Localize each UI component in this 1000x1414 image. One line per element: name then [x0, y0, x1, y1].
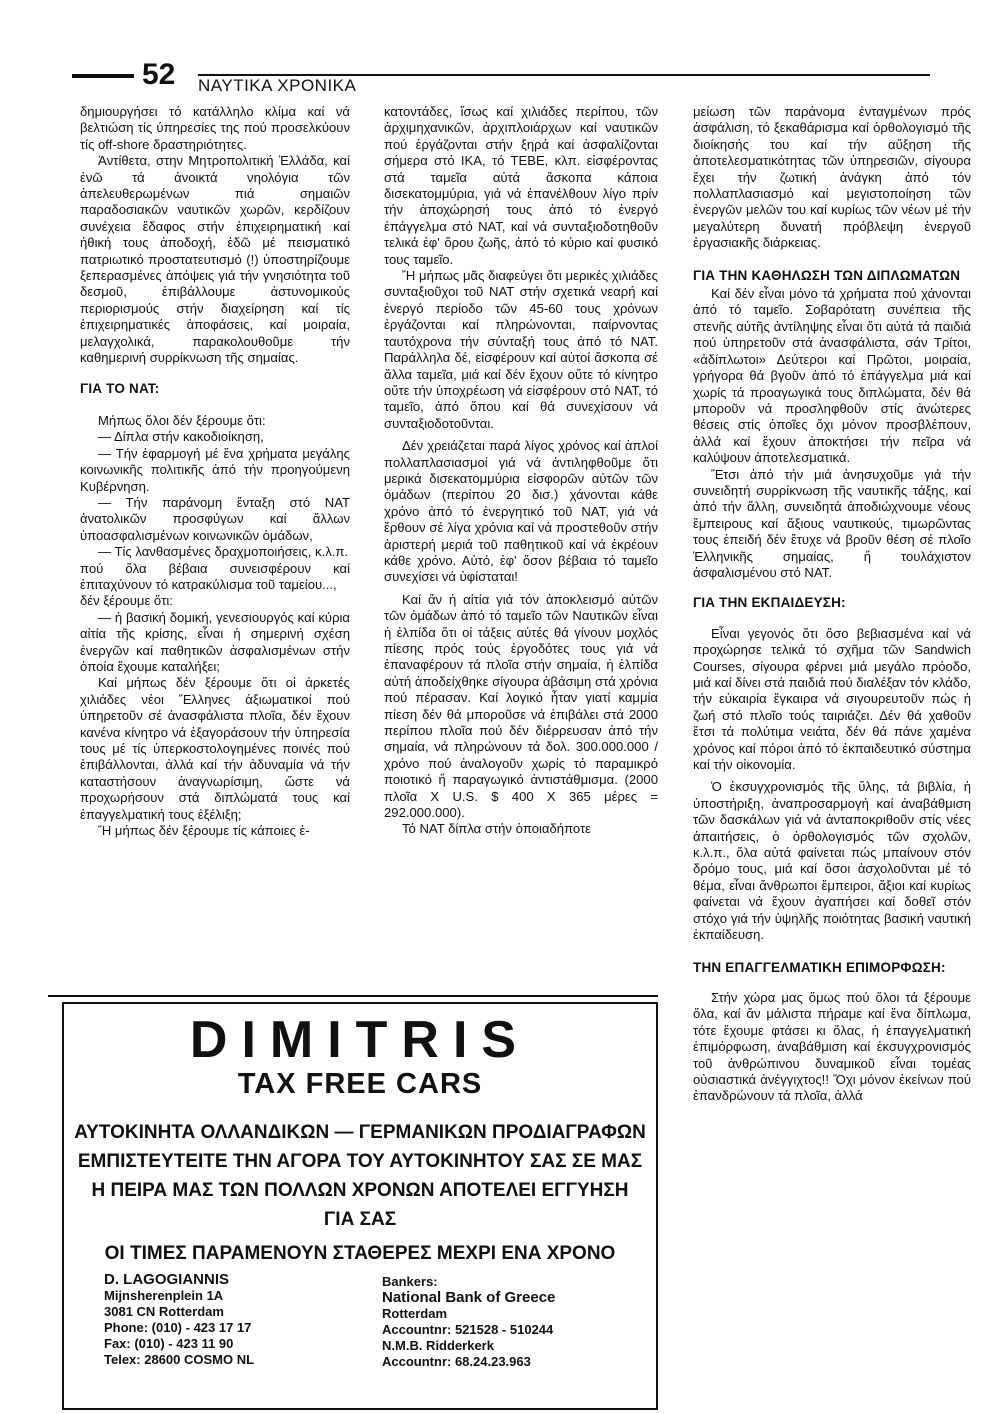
article-column-1 — [80, 104, 350, 839]
paragraph: δημιουργήσει τό κατάλληλο κλίμα καί νά βελτιώση τίς ύπηρεσίες της πού προσελκύουν τίς off-shore δραστηριότητες. — [80, 104, 350, 152]
section-heading-education: ΓΙΑ ΤΗΝ ΕΚΠΑΙΔΕΥΣΗ: — [693, 595, 846, 611]
paragraph: δέν ξέρουμε ὅτι: — [80, 593, 173, 609]
bank-name: National Bank of Greece — [382, 1289, 556, 1306]
paragraph: Ἀντίθετα, στην Μητροπολιτική Ἑλλάδα, καί ἐνῶ τά ἀνοικτά νηολόγια τῶν ἀπελευθερωμένων πιά σημαιῶν παραδοσιακῶν ναυτικῶν χωρῶν, κερδίζουν συνέχεια ἔδαφος στήν ἐπιχειρηματική καί ἠθική τους ἀποδοχή, ἐδῶ μέ πεισματικό πατριωτικό προστατευτισμό (!) ὑποστηρίζουμε ξεπερασμένες ἀπόψεις γιά τήν γνησιότητα τοῦ δεσμοῦ, ἐπιβάλλουμε ἀστυνομικούς περιορισμούς στήν διαχείρηση καί τίς ἐπιχειρηματικές ἀποφάσεις, καί μοιραία, μελαγχολικά, παρακολουθοῦμε τήν καθημερινή συρρίκνωση τῆς σημαίας. — [80, 153, 350, 366]
article-column-2 — [384, 104, 658, 838]
ad-line: ΑΥΤΟΚΙΝΗΤΑ ΟΛΛΑΝΔΙΚΩΝ — ΓΕΡΜΑΝΙΚΩΝ ΠΡΟΔΙΑΓΡΑΦΩΝ — [74, 1122, 646, 1143]
advertisement-box — [62, 1002, 658, 1410]
bank-account: Accountnr: 68.24.23.963 — [382, 1354, 531, 1369]
list-item: — Τήν παράνομη ἔνταξη στό ΝΑΤ ἀνατολικῶν προσφύγων καί ἄλλων ὑποασφαλισμένων κοινωνικῶν ὁμάδων, — [80, 494, 350, 543]
paragraph: Ἤ μήπως μᾶς διαφεύγει ὅτι μερικές χιλιάδες συνταξιοῦχοι τοῦ ΝΑΤ στήν σχετικά νεαρή καί ἐνεργό περίοδο τῶν 45-60 τους χρόνων ἐργάζονται καί πληρώνονται, παίρνοντας ταυτόχρονα τήν σύνταξή τους ἀπό τό ΝΑΤ. Παράλληλα δέ, εἰσφέρουν καί αὐτοί ἄσκοπα σέ ἄλλα ταμεῖα, μιά καί δέν ἔχουν οὔτε τό κίνητρο οὔτε τήν ὑποχρέωση νά εἰσφέρουν στό ΝΑΤ, τό ταμεῖο, ἀπό ὅπου καί θά συνεχίσουν νά συνταξιοδοτοῦνται. — [384, 268, 658, 431]
ad-subtitle: TAX FREE CARS — [237, 1068, 483, 1100]
paragraph: Καί ἄν ἡ αἰτία γιά τόν ἀποκλεισμό αὐτῶν τῶν ὁμάδων ἀπό τό ταμεῖο τῶν Ναυτικῶν εἶναι ἡ ἐλπίδα ὅτι οἱ τάξεις αὐτές θά γίνουν μοχλός πίεσης πρός τούς ἐργοδότες τους γιά νά ἐπαναφέρουν τά πλοῖα στήν σημαία, ἡ ἐλπίδα αὐτή ἀποδείχθηκε σίγουρα ἀβάσιμη στά χρόνια πού πέρασαν. Καί λογικό ἦταν γιατί καμμία πίεση δέν θά μποροῦσε νά ἐπιβάλει στά 2000 περίπου πλοῖα πού δέν διέρρευσαν ἀπό τήν σημαία, νά πληρώνουν τά δολ. 300.000.000 /χρόνο πού ἀναλογοῦν χωρίς τό παραμικρό ποιοτικό ἤ παραγωγικό ἀντιστάθμισμα. (2000 πλοῖα X U.S. $ 400 X 365 μέρες = 292.000.000). — [384, 591, 658, 821]
article-column-3 — [693, 104, 971, 1105]
ad-line: ΓΙΑ ΣΑΣ — [323, 1209, 397, 1230]
paragraph: Καί μήπως δέν ξέρουμε ὅτι οἱ ἀρκετές χιλιάδες νέοι Ἕλληνες ἀξιωματικοί πού ὑπηρετοῦν σέ ἀνασφάλιστα πλοῖα, δέν ἔχουν κανένα κίνητρο νά ἐξαγοράσουν τήν ὑπηρεσία τους μέ τίς ὑπερκοστολογημένες ποινές πού ἐπιβάλλονται, ἀλλά καί τήν ἀδυναμία νά τήν καταστήσουν ἀναγνωρίσιμη, ὥστε νά προχωρήσουν στά διπλώματά τους καί ἐπαγγελματική τους ἐξέλιξη; — [80, 675, 350, 822]
paragraph: κατοντάδες, ἴσως καί χιλιάδες περίπου, τῶν ἀρχιμηχανικῶν, ἀρχιπλοιάρχων καί ναυτικῶν πού ἐργάζονται στήν ξηρά καί ἀσφαλίζονται σήμερα στό ΙΚΑ, τό ΤΕΒΕ, κλπ. εἰσφέροντας στά ταμεῖα αὐτά ἄσκοπα κάποια δισεκατομμύρια, γιά νά ἐπανέλθουν λίγο πρίν τήν ἀποχώρησή τους ἀπό τό ἐνεργό ἐπάγγελμα στό ΝΑΤ, καί νά συνταξιοδοτηθοῦν τελικά ἐφ' ὅρου ζωῆς, ἀπό τό κύριο καί φυσικό τους ταμεῖο. — [384, 104, 658, 267]
ad-brand: DIMITRIS — [189, 1011, 531, 1069]
paragraph: πού ὅλα βέβαια συνεισφέρουν καί ἐπιταχύνουν τό κατρακύλισμα τοῦ ταμείου..., — [80, 560, 350, 592]
phone-number: Phone: (010) - 423 17 17 — [104, 1320, 252, 1335]
paragraph: Δέν χρειάζεται παρά λίγος χρόνος καί ἁπλοί πολλαπλασιασμοί γιά νά ἀντιληφθοῦμε ὅτι μερικά δισεκατομμύρια εἰσφορῶν αὐτῶν τῶν ὁμάδων (περίπου 20 δισ.) χάνονται κάθε χρόνο ἀπό τό ἐνεργητικό τοῦ ΝΑΤ, γιά νά ἔρθουν σέ λίγα χρόνια καί νά προστεθοῦν στήν ἀριστερή μεριά τοῦ παθητικοῦ καί νά ἐκρέουν κάθε χρόνο. Αὐτό, ἐφ' ὅσον βέβαια τό ταμεῖο συνεχίσει νά ὑφίσταται! — [384, 438, 658, 585]
paragraph: Καί δέν εἶναι μόνο τά χρήματα πού χάνονται ἀπό τό ταμεῖο. Σοβαρότατη συνέπεια τῆς στενῆς αὐτῆς ἀντίληψης εἶναι ὅτι αὐτά τά παιδιά πού ὑπηρετοῦν στά ἀνασφάλιστα, σάν Τρίτοι, «ἀδίπλωτοι» Δεύτεροι καί Πρῶτοι, μοιραία, γρήγορα θά βγοῦν ἀπό τό ἐπάγγελμα μιά καί χωρίς τά προαγωγικά τους διπλώματα, δέν θά μποροῦν νά προσληφθοῦν στίς ἀνώτερες θέσεις στίς ὁποῖες ὄχι μόνον προσβλέπουν, ἀλλά καί ἔχουν ἀποκτήσει τήν πεῖρα νά καλύψουν ἀποτελεσματικά. — [693, 286, 971, 466]
bankers-label: Bankers: — [382, 1274, 438, 1289]
ad-contact-block — [104, 1272, 254, 1368]
ad-bankers-block — [382, 1274, 555, 1370]
list-item: — Τήν ἐφαρμογή μέ ἕνα χρήματα μεγάλης κοινωνικῆς πολιτικῆς ἀπό τήν προηγούμενη Κυβέρνηση. — [80, 445, 350, 494]
ad-line: ΕΜΠΙΣΤΕΥΤΕΙΤΕ ΤΗΝ ΑΓΟΡΑ ΤΟΥ ΑΥΤΟΚΙΝΗΤΟΥ ΣΑΣ ΣΕ ΜΑΣ — [77, 1151, 643, 1172]
bank-account: Accountnr: 521528 - 510244 — [382, 1322, 554, 1337]
bank-name: N.M.B. Ridderkerk — [382, 1338, 494, 1353]
address-line: Mijnsherenplein 1A — [104, 1288, 224, 1303]
section-heading-diplomas: ΓΙΑ ΤΗΝ ΚΑΘΗΛΩΣΗ ΤΩΝ ΔΙΠΛΩΜΑΤΩΝ — [693, 267, 961, 283]
page-number: 52 — [142, 58, 176, 91]
paragraph: Μήπως ὅλοι δέν ξέρουμε ὅτι: — [98, 412, 266, 428]
paragraph: Ἔτσι ἀπό τήν μιά ἀνησυχοῦμε γιά τήν συνειδητή συρρίκνωση τῆς ναυτικῆς τάξης, καί ἀπό τήν ἄλλη, συνειδητά ἀποδιώχνουμε νέους ἔμπειρους καί ἄξιους ναυτικούς, τιμωρῶντας τους ἐπειδή δέν ἔτυχε νά βροῦν θέση σέ πλοῖο Ἑλληνικῆς σημαίας, ἤ τουλάχιστον ἀσφαλισμένου στό ΝΑΤ. — [693, 466, 971, 580]
list-item: — ἡ βασική δομική, γενεσιουργός καί κύρια αἰτία τῆς κρίσης, εἶναι ἡ σημερινή σχέση ἐνεργῶν καί παθητικῶν ἀσφαλισμένων στήν ὁποία ἔχουμε καταλήξει; — [80, 609, 350, 674]
header-rule-left — [72, 74, 134, 78]
paragraph: Ὁ ἐκσυγχρονισμός τῆς ὕλης, τά βιβλία, ἡ ὑποστήριξη, ἀναπροσαρμογή καί ἀναβάθμιση τῶν δασκάλων γιά νά ἀνταποκριθοῦν στίς νέες ἀπαιτήσεις, ὁ ὀρθολογισμός τῶν σχολῶν, κ.λ.π., ὅλα αὐτά φαίνεται πώς μπαίνουν στόν δρόμο τους, μιά καί ὅσοι ἀσχολοῦνται μέ τό θέμα, εἶναι ἄνθρωποι ἔμπειροι, ἄξιοι καί κυρίως φαίνεται νά ἔχουν ἀγαπήσει καί δοθεῖ στόν στόχο γιά τήν ὑψηλῆς ποιότητας βασική ναυτική ἐκπαίδευση. — [693, 779, 971, 943]
bank-city: Rotterdam — [382, 1306, 448, 1321]
magazine-title: ΝΑΥΤΙΚΑ ΧΡΟΝΙΚΑ — [198, 76, 357, 95]
paragraph: Στήν χώρα μας ὅμως πού ὅλοι τά ξέρουμε ὅλα, καί ἄν μάλιστα πήραμε καί ἕνα δίπλωμα, τότε ἔχουμε φτάσει κι ὅλας, ἡ ἐπαγγελματική ἐπιμόρφωση, ἀναβάθμιση καί ἐκσυγχρονισμός τοῦ ἀνθρώπινου δυναμικοῦ εἶναι τομέας οὐσιαστικά ἀνέγγιχτος!! Ὄχι μόνον ἐκείνων πού ἐπανδρώνουν τά πλοῖα, ἀλλά — [693, 989, 971, 1104]
paragraph: Τό ΝΑΤ δίπλα στήν ὁποιαδήποτε — [402, 821, 592, 837]
paragraph: Ἤ μήπως δέν ξέρουμε τίς κάποιες ἑ- — [98, 823, 310, 839]
list-item: — Δίπλα στήν κακοδιοίκηση, — [98, 429, 264, 445]
ad-line: ΟΙ ΤΙΜΕΣ ΠΑΡΑΜΕΝΟΥΝ ΣΤΑΘΕΡΕΣ ΜΕΧΡΙ ΕΝΑ ΧΡΟΝΟ — [104, 1243, 616, 1264]
fax-number: Fax: (010) - 423 11 90 — [104, 1336, 234, 1351]
section-heading-training: ΤΗΝ ΕΠΑΓΓΕΛΜΑΤΙΚΗ ΕΠΙΜΟΡΦΩΣΗ: — [693, 959, 946, 975]
address-line: 3081 CN Rotterdam — [104, 1304, 224, 1319]
list-item: — Τίς λανθασμένες δραχμοποιήσεις, κ.λ.π. — [98, 544, 349, 560]
paragraph: μείωση τῶν παράνομα ἐνταγμένων πρός ἀσφάλιση, τό ξεκαθάρισμα καί ὀρθολογισμό τῆς διοίκησής του καί τήν αὔξηση τῆς ἀποτελεσματικότητας τῶν ὑπηρεσιῶν, σίγουρα ἔχει τήν ζωτική ἀνάγκη ἀπό τόν πολλαπλασιασμό καί μεγιστοποίηση τῶν ἐνεργῶν μελῶν του καί κυρίως τῶν νέων μέ τήν μεγαλύτερη δυνατή πρόβλεψη ἐνεργοῦ ἐργασιακῆς διάρκειας. — [693, 104, 971, 251]
ad-line: Η ΠΕΙΡΑ ΜΑΣ ΤΩΝ ΠΟΛΛΩΝ ΧΡΟΝΩΝ ΑΠΟΤΕΛΕΙ ΕΓΓΥΗΣΗ — [91, 1180, 629, 1201]
ad-top-rule — [48, 995, 658, 997]
paragraph: Εἶναι γεγονός ὅτι ὅσο βεβιασμένα καί νά προχώρησε τελικά τό σχῆμα τῶν Sandwich Courses, σίγουρα φέρνει μιά μεγάλο πρόοδο, μιά καί δίνει στά παιδιά πού διαλέξαν τόν κλάδο, τήν εὐκαιρία ἔγκαιρα νά σιγουρευτοῦν πώς ἡ ζωή στό πλοῖο τούς ταιριάζει. Δέν θά χαθοῦν ἔτσι τά πολύτιμα νειάτα, δέν θά πάνε χαμένα χρόνος καί πόροι ἀπό τό ἐκπαιδευτικό σύστημα καί τήν οἰκονομία. — [693, 625, 971, 773]
contact-name: D. LAGOGIANNIS — [104, 1271, 230, 1288]
telex-number: Telex: 28600 COSMO NL — [104, 1352, 255, 1367]
section-heading-nat: ΓΙΑ ΤΟ ΝΑΤ: — [80, 380, 160, 396]
